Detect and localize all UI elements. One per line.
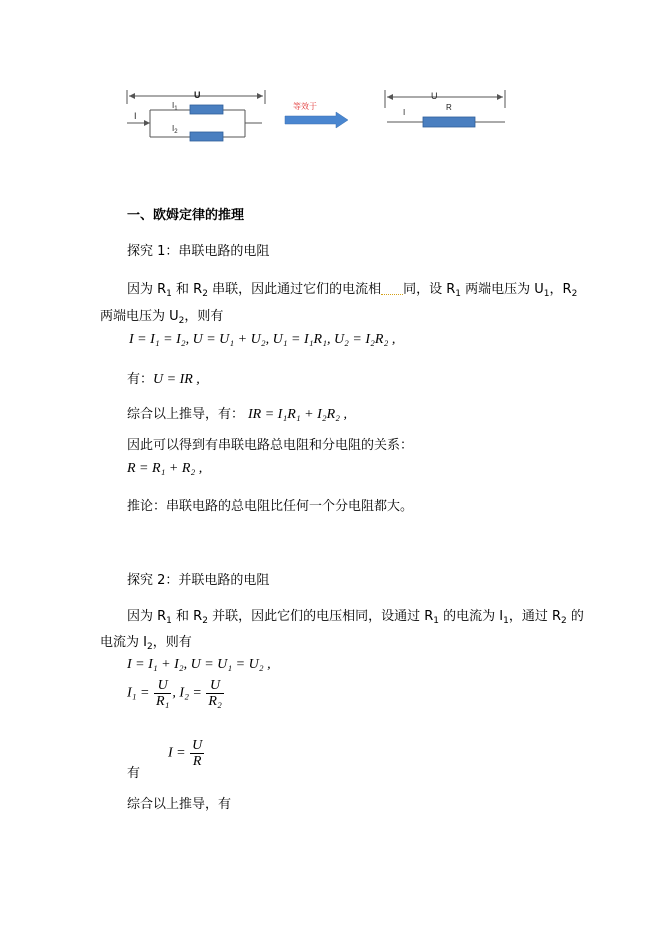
- explore1-equation1: I = I₁ = I₂, U = U₁ + U₂, U₁ = I₁R₁, U₂ = I₂R₂ ,: [129, 332, 396, 347]
- explore1-equation3-line: [127, 403, 347, 423]
- equation3: IR = I₁R₁ + I₂R₂ ,: [248, 407, 348, 422]
- current-label-I: I: [403, 108, 406, 117]
- explore1-conclusion: 推论：串联电路的总电阻比任何一个分电阻都大。: [127, 499, 414, 514]
- explore2-equation3-prefix: 有: [127, 766, 141, 781]
- equivalent-circuit: [385, 90, 505, 127]
- explore2-equation2: I₁ = $\frac{U}{\text{R₁}}$ , I₂ = $\frac{U}{\text{R₂}}$: [127, 678, 222, 709]
- resistance-label-R: R: [446, 103, 452, 112]
- explore1-paragraph-line2: 两端电压为 $U_2$，则有: [100, 309, 224, 326]
- equation3-prefix: 综合以上推导，有：: [127, 407, 245, 422]
- equivalent-label: 等效于: [293, 102, 317, 111]
- explore2-equation3: I = $\frac{U}{R}$: [168, 738, 203, 769]
- explore1-paragraph-line1: 因为 $R_1$ 和 $R_2$ 串联，因此通过它们的电流相 同，设 $R_1$ 两端电压为 $U_1$，$R_2$: [127, 282, 578, 299]
- voltage-label-U: U: [431, 91, 438, 101]
- equivalent-arrow: [285, 101, 348, 128]
- current-label-I2: $I_2$: [172, 124, 178, 135]
- explore1-heading: 探究 1：串联电路的电阻: [127, 244, 270, 259]
- resistor-R: [423, 117, 475, 127]
- explore2-equation1: I = I₁ + I₂, U = U₁ = U₂ ,: [127, 657, 271, 672]
- voltage-label-U: U: [194, 90, 201, 100]
- explore1-relation-text: 因此可以得到有串联电路总电阻和分电阻的关系：: [127, 438, 414, 453]
- explore2-final-text: 综合以上推导，有: [127, 797, 232, 812]
- equation2-prefix: 有：: [127, 372, 154, 387]
- parallel-circuit: [127, 90, 265, 141]
- section-title: 一、欧姆定律的推理: [127, 208, 245, 223]
- equation2: U = IR ,: [153, 372, 200, 387]
- circuit-diagram: [120, 82, 520, 154]
- explore2-paragraph-line2: 电流为 $I_2$，则有: [100, 635, 192, 652]
- resistor-R2: [190, 132, 223, 141]
- explore1-equation2-line: [127, 368, 200, 388]
- resistor-R1: [190, 105, 223, 114]
- current-label-I1: $I_1$: [172, 101, 178, 112]
- explore2-paragraph-line1: 因为 $R_1$ 和 $R_2$ 并联，因此它们的电压相同，设通过 $R_1$ 的电流为 $I_1$，通过 $R_2$ 的: [127, 609, 584, 626]
- explore2-heading: 探究 2：并联电路的电阻: [127, 573, 270, 588]
- explore1-equation4: R = R₁ + R₂ ,: [127, 461, 203, 476]
- current-label-I: I: [134, 111, 137, 121]
